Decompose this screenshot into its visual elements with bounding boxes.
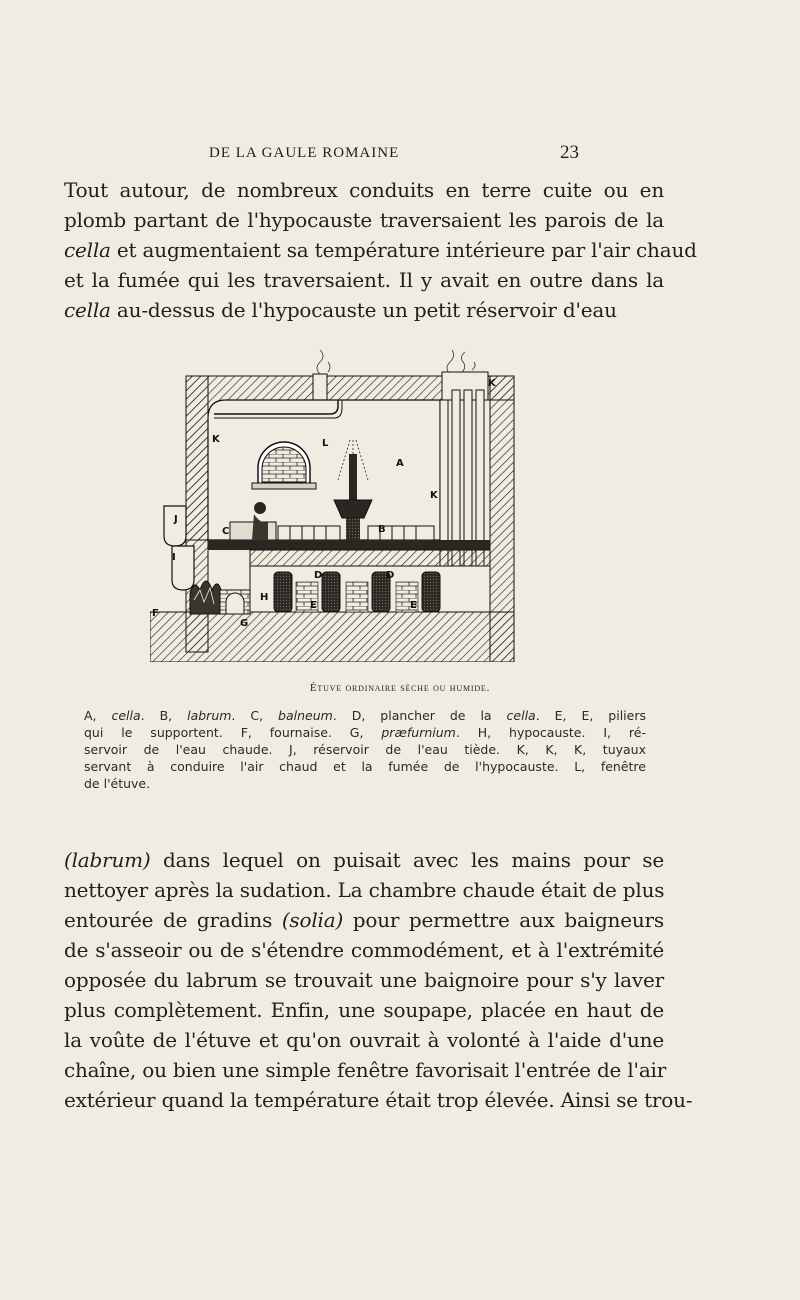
text-line bbox=[64, 295, 664, 325]
text-run: entourée de gradins bbox=[64, 908, 282, 932]
text-run: . C, bbox=[231, 708, 279, 723]
italic-run: labrum bbox=[187, 708, 232, 723]
label-k: K bbox=[430, 490, 438, 501]
text-line bbox=[64, 1055, 667, 1085]
label-a: A bbox=[396, 458, 404, 469]
text-line bbox=[64, 235, 697, 265]
text-run: Tout autour, de nombreux conduits en terre cuite ou en bbox=[64, 178, 664, 202]
text-run: . H, hypocauste. I, ré- bbox=[455, 725, 646, 740]
text-line bbox=[64, 265, 664, 295]
label-k: K bbox=[212, 434, 220, 445]
italic-run: præfurnium bbox=[381, 725, 456, 740]
cella-room bbox=[208, 400, 440, 540]
text-run: dans lequel on puisait avec les mains pour se bbox=[150, 848, 664, 872]
label-d: D bbox=[314, 570, 323, 581]
floor-d bbox=[208, 540, 490, 550]
label-c: C bbox=[222, 526, 230, 537]
label-b: B bbox=[378, 524, 386, 535]
text-line bbox=[84, 741, 646, 758]
text-line bbox=[84, 724, 646, 741]
label-j: J bbox=[174, 514, 178, 525]
text-run: chaîne, ou bien une simple fenêtre favorisait l'entrée de l'air bbox=[64, 1058, 667, 1082]
text-line bbox=[64, 845, 664, 875]
chimney-left bbox=[313, 374, 327, 400]
text-run: qui le supportent. F, fournaise. G, bbox=[84, 725, 382, 740]
text-run: et la fumée qui les traversaient. Il y avait en outre dans la bbox=[64, 268, 664, 292]
text-run: . B, bbox=[140, 708, 188, 723]
text-run: au-dessus de l'hypocauste un petit réservoir d'eau bbox=[110, 298, 617, 322]
italic-run: balneum bbox=[278, 708, 333, 723]
text-line bbox=[64, 875, 664, 905]
label-e: E bbox=[310, 600, 317, 611]
text-line bbox=[64, 935, 664, 965]
text-run: extérieur quand la température était trop élevée. Ainsi se trou- bbox=[64, 1088, 693, 1112]
smoke-puffs bbox=[317, 350, 475, 374]
italic-run: cella bbox=[111, 708, 141, 723]
text-line bbox=[84, 707, 646, 724]
text-run: servant à conduire l'air chaud et la fumée de l'hypocauste. L, fenêtre bbox=[84, 759, 646, 774]
text-run: servoir de l'eau chaude. J, réservoir de l'eau tiède. K, K, K, tuyaux bbox=[84, 742, 646, 757]
text-line bbox=[64, 995, 664, 1025]
text-run: et augmentaient sa température intérieure par l'air chaud bbox=[110, 238, 697, 262]
text-run: de s'asseoir ou de s'étendre commodément, et à l'extrémité bbox=[64, 938, 664, 962]
paragraph-bottom bbox=[64, 845, 693, 1115]
label-d: D bbox=[386, 570, 395, 581]
text-run: A, bbox=[84, 708, 112, 723]
label-k: K bbox=[488, 378, 496, 389]
label-e: E bbox=[410, 600, 417, 611]
text-line bbox=[64, 175, 664, 205]
italic-run: cella bbox=[64, 238, 111, 262]
text-line bbox=[64, 905, 664, 935]
italic-run: cella bbox=[64, 298, 111, 322]
ground bbox=[150, 612, 514, 662]
text-line bbox=[64, 1025, 664, 1055]
label-g: G bbox=[240, 618, 249, 629]
text-line bbox=[84, 775, 646, 792]
steam-room-illustration bbox=[150, 350, 516, 662]
text-run: nettoyer après la sudation. La chambre chaude était de plus bbox=[64, 878, 665, 902]
text-run: opposée du labrum se trouvait une baignoire pour s'y laver bbox=[64, 968, 664, 992]
label-h: H bbox=[260, 592, 269, 603]
figure-caption-title: Étuve ordinaire sèche ou humide. bbox=[309, 682, 491, 694]
text-line bbox=[84, 758, 646, 775]
text-run: . D, plancher de la bbox=[332, 708, 507, 723]
label-i: I bbox=[172, 552, 176, 563]
text-run: de l'étuve. bbox=[84, 776, 151, 791]
italic-run: cella bbox=[506, 708, 536, 723]
italic-run: (solia) bbox=[281, 908, 344, 932]
praefurnium bbox=[220, 590, 250, 614]
paragraph-top bbox=[64, 175, 697, 325]
text-line bbox=[64, 205, 664, 235]
text-run: plomb partant de l'hypocauste traversaient les parois de la bbox=[64, 208, 664, 232]
running-head: DE LA GAULE ROMAINE bbox=[209, 145, 400, 161]
page-header bbox=[0, 142, 800, 167]
text-run: plus complètement. Enfin, une soupape, placée en haut de bbox=[64, 998, 664, 1022]
label-f: F bbox=[152, 608, 159, 619]
furnace bbox=[190, 581, 222, 614]
text-run: la voûte de l'étuve et qu'on ouvrait à volonté à l'aide d'une bbox=[64, 1028, 664, 1052]
page-number: 23 bbox=[560, 142, 579, 163]
text-line bbox=[64, 1085, 693, 1115]
text-run: pour permettre aux baigneurs bbox=[343, 908, 664, 932]
figure-legend bbox=[84, 707, 646, 792]
italic-run: (labrum) bbox=[64, 848, 151, 872]
text-run: . E, E, piliers bbox=[535, 708, 646, 723]
text-line bbox=[64, 965, 664, 995]
label-l: L bbox=[322, 438, 329, 449]
